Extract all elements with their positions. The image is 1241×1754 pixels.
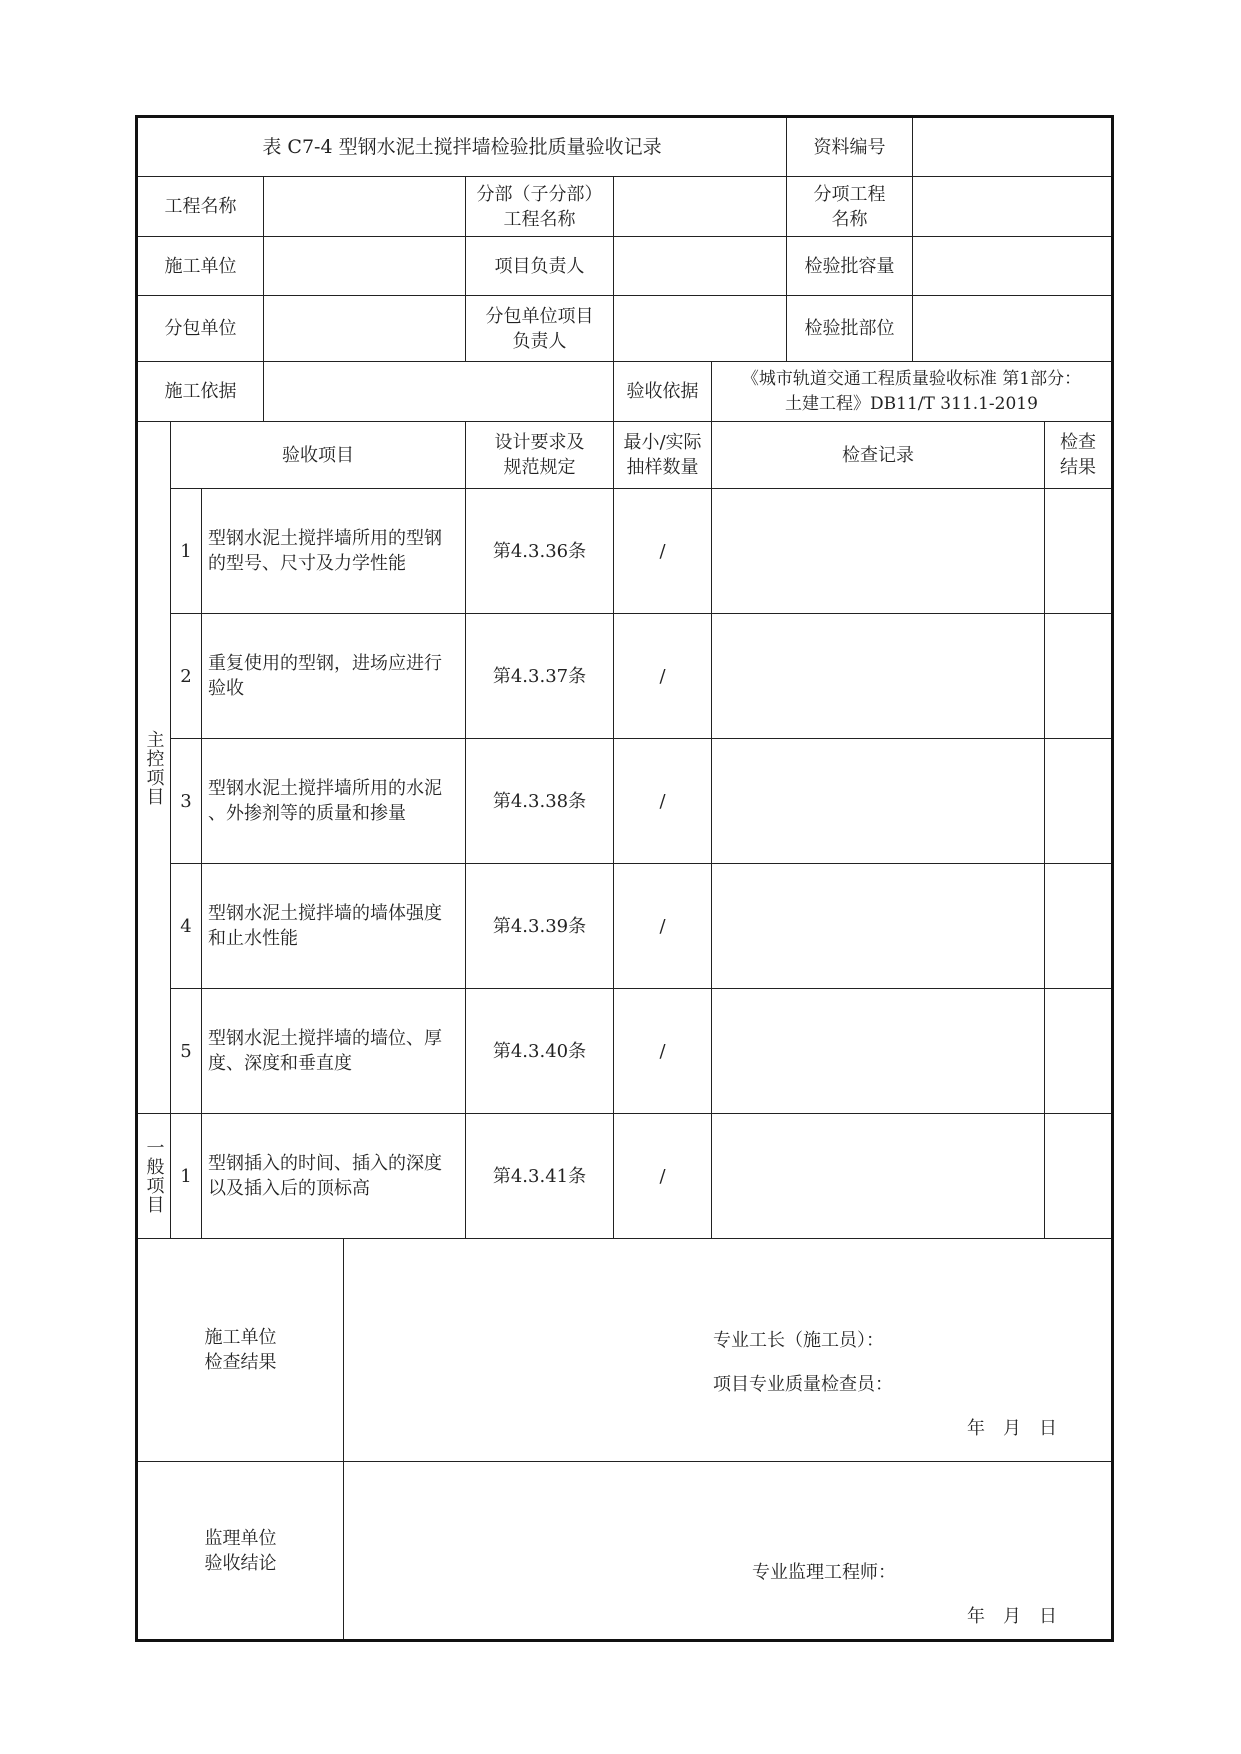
item-record-field[interactable]	[712, 989, 1044, 1113]
subdivision-field[interactable]	[614, 177, 786, 236]
item-no: 1	[180, 1165, 192, 1187]
item-clause: 第4.3.38条	[492, 790, 587, 812]
item-clause: 第4.3.37条	[492, 665, 587, 687]
item-no: 4	[180, 915, 192, 937]
supervising-engineer-signature[interactable]: 专业监理工程师：	[752, 1561, 896, 1583]
construction-check-label: 施工单位 检查结果	[204, 1327, 277, 1373]
col-head-result: 检查 结果	[1060, 432, 1096, 478]
construction-basis-label: 施工依据	[164, 381, 237, 402]
col-head-record: 检查记录	[842, 444, 914, 466]
doc-no-label: 资料编号	[813, 136, 886, 158]
construction-basis-field[interactable]	[264, 362, 613, 421]
col-head-item: 验收项目	[282, 444, 354, 466]
item-record-field[interactable]	[712, 864, 1044, 988]
item-clause: 第4.3.39条	[492, 915, 587, 937]
item-no: 1	[180, 540, 192, 562]
supervision-label: 监理单位 验收结论	[204, 1527, 277, 1574]
batch-location-field[interactable]	[913, 296, 1111, 361]
acceptance-record-form	[135, 115, 1114, 1642]
project-name-field[interactable]	[264, 177, 465, 236]
item-text: 重复使用的型钢，进场应进行 验收	[208, 653, 442, 699]
project-leader-label: 项目负责人	[494, 255, 585, 277]
item-record-field[interactable]	[712, 489, 1044, 613]
item-clause: 第4.3.41条	[492, 1165, 587, 1187]
item-clause: 第4.3.40条	[492, 1040, 587, 1062]
batch-capacity-label: 检验批容量	[804, 255, 895, 277]
item-no: 2	[180, 665, 192, 687]
doc-no-field[interactable]	[913, 118, 1111, 176]
main-control-group-label: 主控项目	[143, 729, 165, 806]
item-result-field[interactable]	[1045, 614, 1111, 738]
item-no: 3	[180, 790, 192, 812]
acceptance-basis-value: 《城市轨道交通工程质量验收标准 第1部分： 土建工程》DB11/T 311.1-2019	[741, 368, 1082, 414]
batch-capacity-field[interactable]	[913, 237, 1111, 295]
form-title: 表 C7-4 型钢水泥土搅拌墙检验批质量验收记录	[262, 135, 662, 158]
item-result-field[interactable]	[1045, 489, 1111, 613]
rule	[343, 1238, 344, 1639]
item-record-field[interactable]	[712, 1114, 1044, 1238]
constructor-label: 施工单位	[164, 255, 237, 277]
batch-location-label: 检验批部位	[804, 318, 895, 339]
constructor-field[interactable]	[264, 237, 465, 295]
item-text: 型钢水泥土搅拌墙所用的型钢 的型号、尺寸及力学性能	[208, 528, 442, 574]
project-leader-field[interactable]	[614, 237, 786, 295]
item-result-field[interactable]	[1045, 739, 1111, 863]
item-sample: /	[659, 1165, 666, 1187]
subcontractor-label: 分包单位	[164, 318, 237, 339]
item-text: 型钢插入的时间、插入的深度 以及插入后的顶标高	[208, 1153, 442, 1199]
item-text: 型钢水泥土搅拌墙的墙位、厚 度、深度和垂直度	[208, 1028, 442, 1074]
item-clause: 第4.3.36条	[492, 540, 587, 562]
item-text: 型钢水泥土搅拌墙的墙体强度 和止水性能	[208, 903, 442, 949]
subitem-field[interactable]	[913, 177, 1111, 236]
item-sample: /	[659, 1040, 666, 1062]
supervision-date[interactable]: 年 月 日	[967, 1605, 1057, 1627]
subdivision-label: 分部（子分部） 工程名称	[476, 183, 603, 230]
quality-inspector-signature[interactable]: 项目专业质量检查员：	[713, 1373, 893, 1395]
item-sample: /	[659, 665, 666, 687]
foreman-signature[interactable]: 专业工长（施工员）：	[713, 1329, 884, 1351]
item-result-field[interactable]	[1045, 989, 1111, 1113]
item-sample: /	[659, 915, 666, 937]
item-no: 5	[180, 1040, 192, 1062]
sub-leader-label: 分包单位项目 负责人	[485, 305, 594, 352]
item-sample: /	[659, 790, 666, 812]
item-result-field[interactable]	[1045, 1114, 1111, 1238]
col-head-design: 设计要求及 规范规定	[494, 432, 585, 478]
item-result-field[interactable]	[1045, 864, 1111, 988]
project-name-label: 工程名称	[164, 196, 237, 217]
col-head-sample: 最小/实际 抽样数量	[623, 432, 702, 478]
general-group-label: 一般项目	[143, 1138, 165, 1214]
item-text: 型钢水泥土搅拌墙所用的水泥 、外掺剂等的质量和掺量	[208, 778, 442, 824]
item-record-field[interactable]	[712, 739, 1044, 863]
subcontractor-field[interactable]	[264, 296, 465, 361]
construction-check-date[interactable]: 年 月 日	[967, 1417, 1057, 1439]
item-sample: /	[659, 540, 666, 562]
subitem-label: 分项工程 名称	[813, 183, 886, 230]
sub-leader-field[interactable]	[614, 296, 786, 361]
item-record-field[interactable]	[712, 614, 1044, 738]
acceptance-basis-label: 验收依据	[626, 381, 699, 402]
